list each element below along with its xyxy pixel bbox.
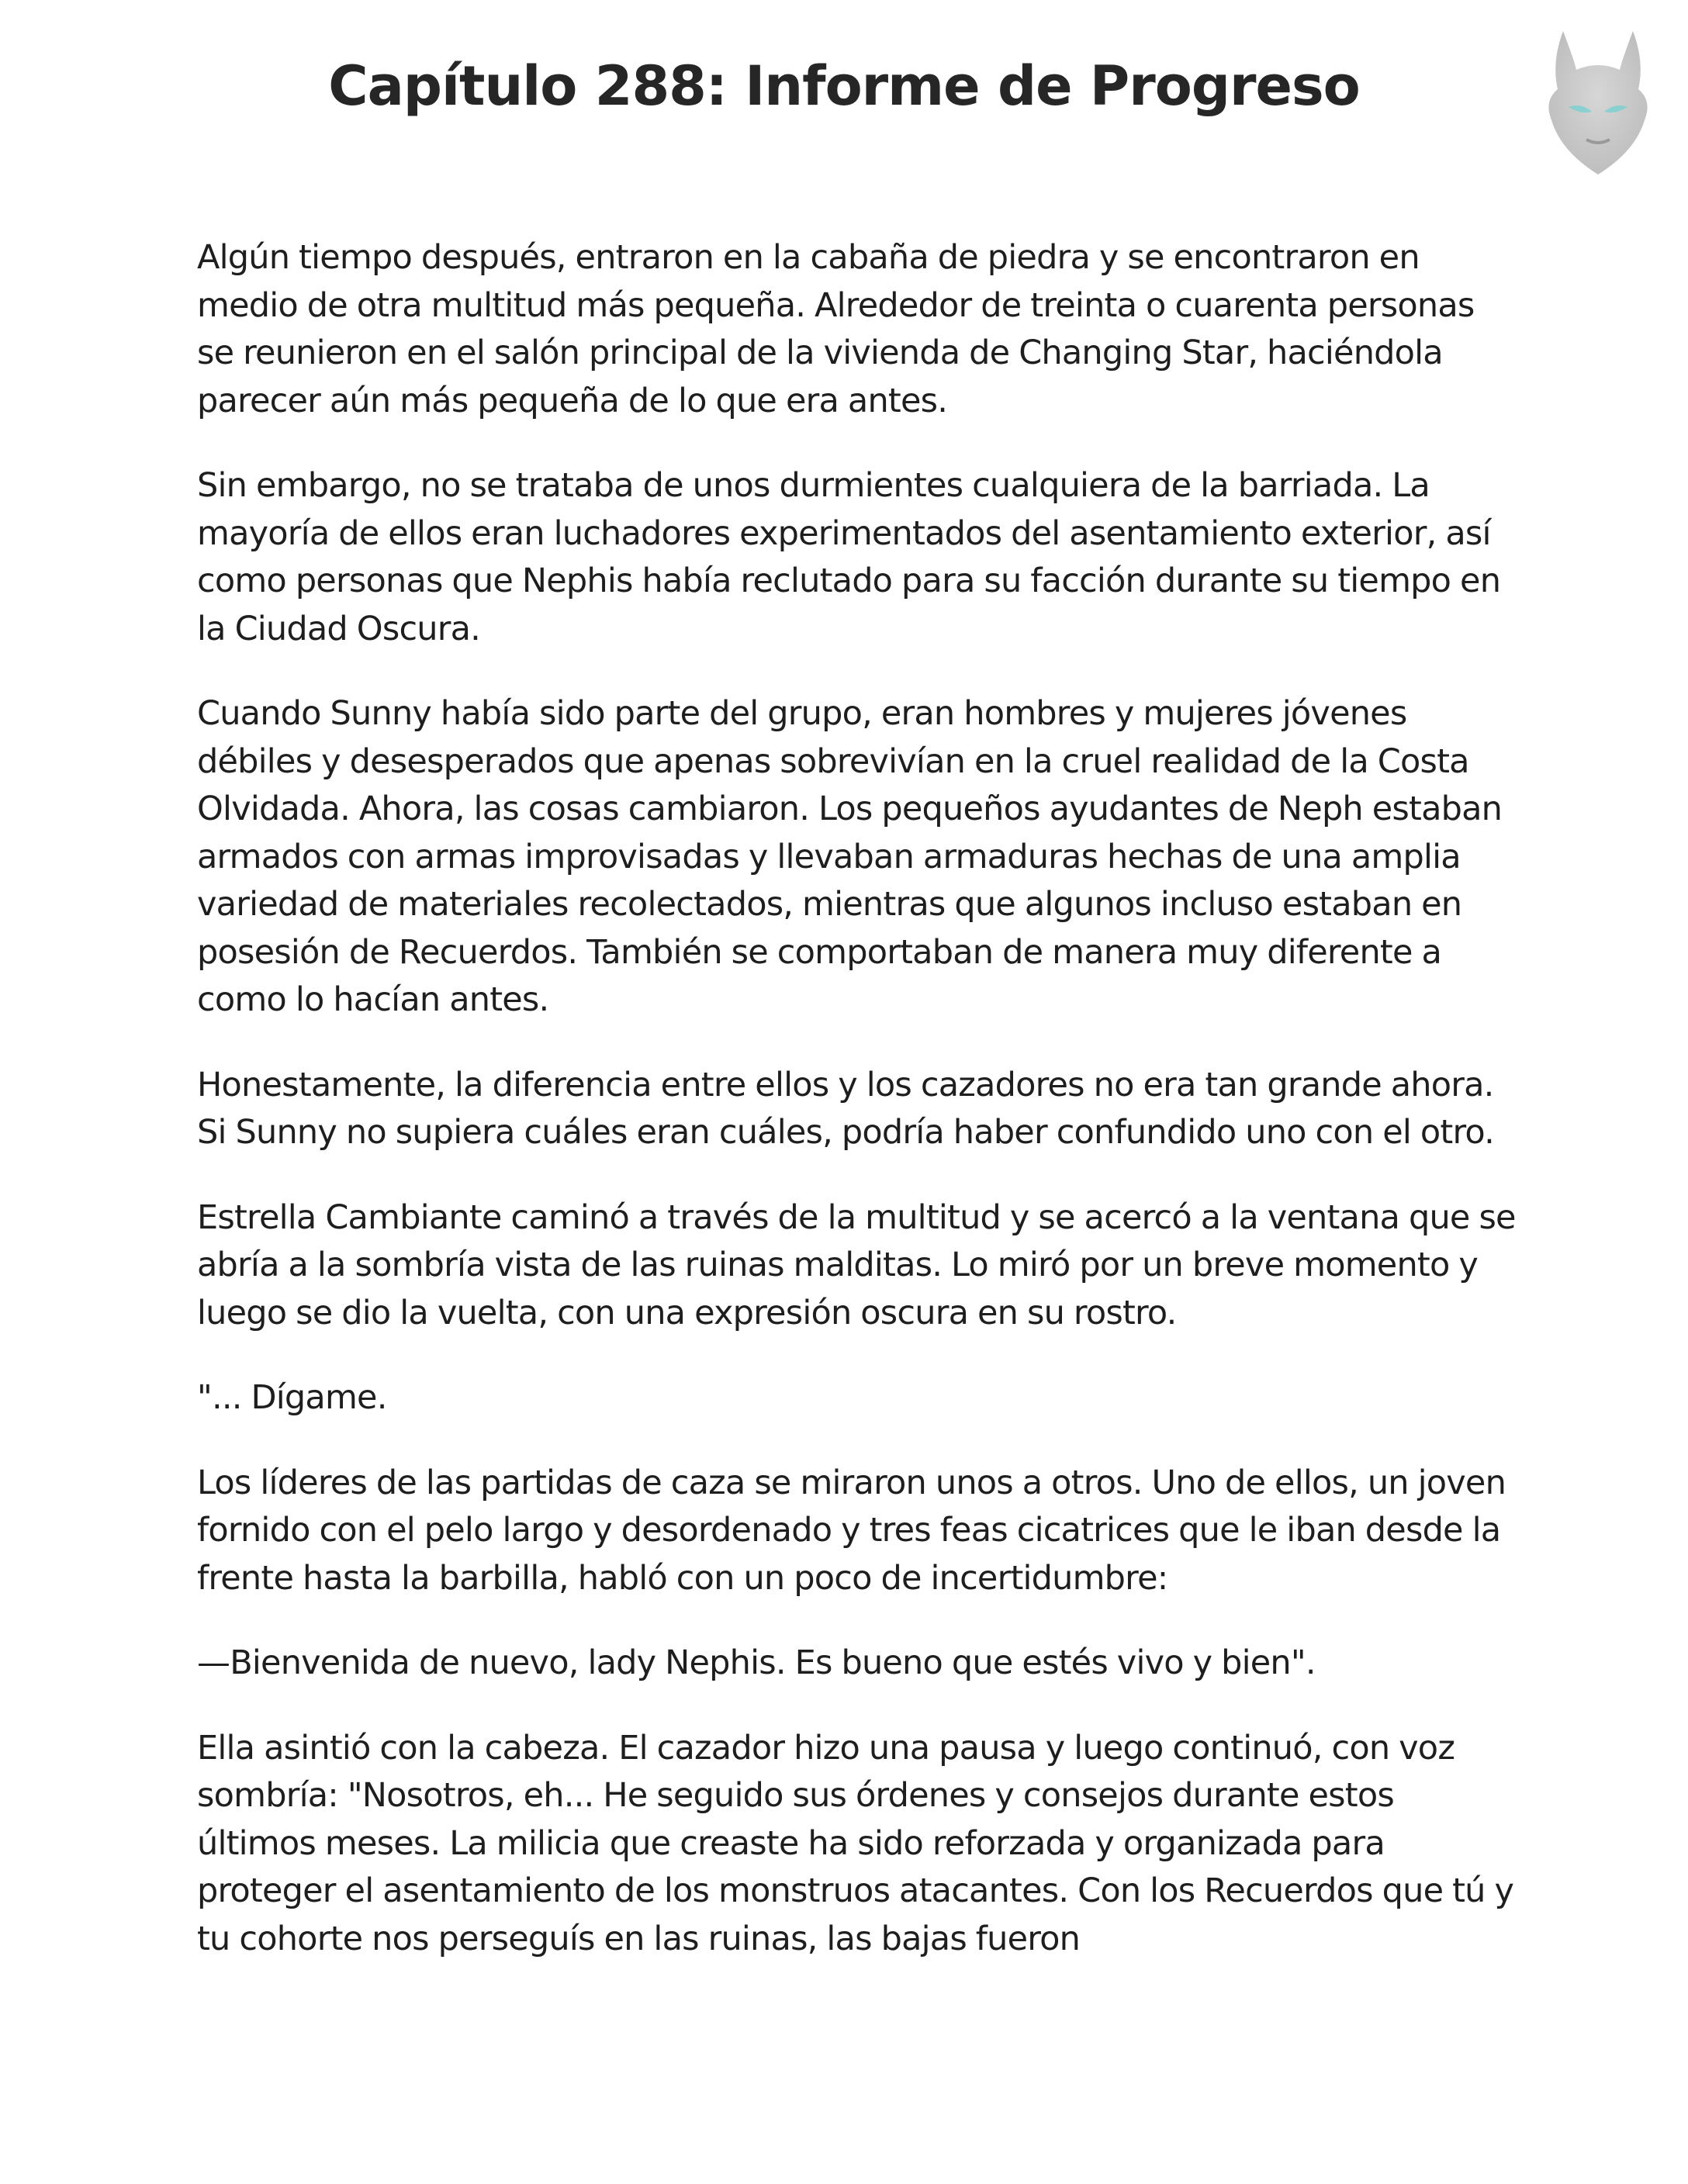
- paragraph: "... Dígame.: [197, 1378, 387, 1417]
- paragraph: Ella asintió con la cabeza. El cazador hizo una pausa y luego continuó, con voz sombría: "Nosotros, eh... He seguido sus órdenes y consejos durante estos últimos meses. La milicia que creaste ha sido reforzada y organizada para proteger el asentamiento de los monstruos atacantes. Con los Recuerdos que tú y tu cohorte nos perseguís en las ruinas, las bajas fueron: [197, 1728, 1514, 1958]
- chapter-title: Capítulo 288: Informe de Progreso: [328, 54, 1360, 118]
- paragraph: Sin embargo, no se trataba de unos durmientes cualquiera de la barriada. La mayoría de ellos eran luchadores experimentados del asentamiento exterior, así como personas que Nephis había reclutado para su facción durante su tiempo en la Ciudad Oscura.: [197, 466, 1501, 648]
- paragraph: Honestamente, la diferencia entre ellos y los cazadores no era tan grande ahora. Si Sunny no supiera cuáles eran cuáles, podría haber confundido uno con el otro.: [197, 1065, 1495, 1152]
- paragraph: Algún tiempo después, entraron en la cabaña de piedra y se encontraron en medio de otra multitud más pequeña. Alrededor de treinta o cuarenta personas se reunieron en el salón principal de la vivienda de Changing Star, haciéndola parecer aún más pequeña de lo que era antes.: [197, 238, 1475, 420]
- chapter-body: [197, 234, 1516, 2000]
- demon-head-logo-icon: [1520, 16, 1676, 186]
- paragraph: Cuando Sunny había sido parte del grupo, eran hombres y mujeres jóvenes débiles y desesperados que apenas sobrevivían en la cruel realidad de la Costa Olvidada. Ahora, las cosas cambiaron. Los pequeños ayudantes de Neph estaban armados con armas improvisadas y llevaban armaduras hechas de una amplia variedad de materiales recolectados, mientras que algunos incluso estaban en posesión de Recuerdos. También se comportaban de manera muy diferente a como lo hacían antes.: [197, 694, 1503, 1019]
- paragraph: Los líderes de las partidas de caza se miraron unos a otros. Uno de ellos, un joven fornido con el pelo largo y desordenado y tres feas cicatrices que le iban desde la frente hasta la barbilla, habló con un poco de incertidumbre:: [197, 1463, 1506, 1598]
- paragraph: Estrella Cambiante caminó a través de la multitud y se acercó a la ventana que se abría a la sombría vista de las ruinas malditas. Lo miró por un breve momento y luego se dio la vuelta, con una expresión oscura en su rostro.: [197, 1197, 1516, 1332]
- paragraph: —Bienvenida de nuevo, lady Nephis. Es bueno que estés vivo y bien".: [197, 1643, 1316, 1682]
